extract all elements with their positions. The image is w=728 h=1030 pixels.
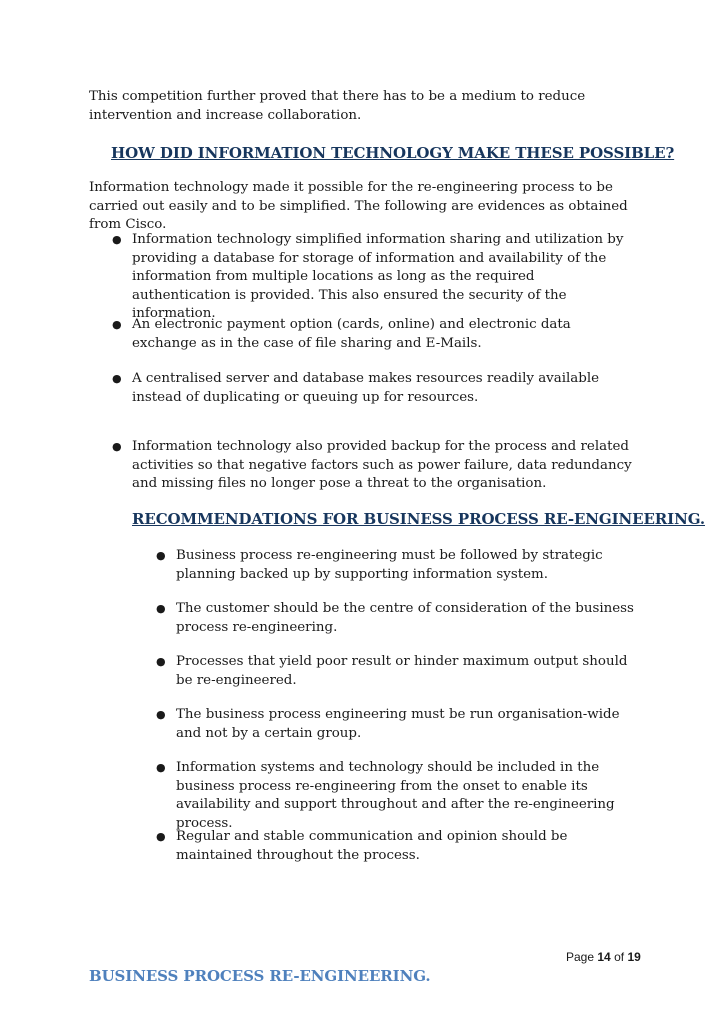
list-item [112, 370, 632, 407]
list-item [112, 438, 632, 494]
list-item-text: An electronic payment option (cards, online) and electronic data exchange as in the case of file sharing and E-Mails. [132, 317, 571, 351]
list-item [156, 600, 638, 637]
heading-recommendations: RECOMMENDATIONS FOR BUSINESS PROCESS RE-ENGINEERING. [132, 510, 705, 528]
page-number-indicator [566, 950, 641, 964]
bullet-icon: ● [156, 602, 166, 615]
footer-title: BUSINESS PROCESS RE-ENGINEERING. [89, 967, 431, 985]
list-item-text: Information systems and technology should be included in the business process re-engineering from the onset to enable its availability and support throughout and after the re-engineering process. [176, 760, 615, 831]
bullet-icon: ● [112, 233, 122, 246]
list-item-text: Regular and stable communication and opinion should be maintained throughout the process. [176, 829, 568, 863]
it-bullet-list [112, 231, 632, 491]
heading-it-possible: HOW DID INFORMATION TECHNOLOGY MAKE THESE POSSIBLE? [111, 144, 675, 162]
list-item-text: The customer should be the centre of consideration of the business process re-engineering. [176, 601, 634, 635]
list-item-text: A centralised server and database makes resources readily available instead of duplicating or queuing up for resources. [132, 371, 600, 405]
bullet-icon: ● [156, 830, 166, 843]
page-total: 19 [627, 950, 641, 964]
bullet-icon: ● [112, 318, 122, 331]
list-item-text: Information technology also provided backup for the process and related activities so that negative factors such as power failure, data redundancy and missing files no longer pose a threat to the organisation. [132, 439, 632, 491]
recommendations-bullet-list [156, 547, 638, 867]
list-item [156, 759, 638, 833]
list-item-text: Processes that yield poor result or hinder maximum output should be re-engineered. [176, 654, 628, 688]
of-label: of [614, 950, 625, 964]
bullet-icon: ● [156, 549, 166, 562]
bullet-icon: ● [156, 761, 166, 774]
page-label: Page [566, 950, 595, 964]
intro-paragraph: This competition further proved that there has to be a medium to reduce intervention and increase collaboration. [89, 89, 586, 123]
list-item [156, 653, 638, 690]
list-item [112, 231, 632, 324]
bullet-icon: ● [112, 440, 122, 453]
list-item [156, 706, 638, 743]
list-item [112, 316, 632, 353]
list-item-text: The business process engineering must be run organisation-wide and not by a certain group. [176, 707, 620, 741]
list-item-text: Information technology simplified information sharing and utilization by providing a database for storage of information and availability of the information from multiple locations as long as the required authentication is provided. This also ensured the security of the information. [132, 232, 624, 321]
page-number: 14 [597, 950, 611, 964]
list-item-text: Business process re-engineering must be followed by strategic planning backed up by supporting information system. [176, 548, 603, 582]
bullet-icon: ● [156, 708, 166, 721]
bullet-icon: ● [112, 372, 122, 385]
it-paragraph: Information technology made it possible for the re-engineering process to be carried out easily and to be simplified. The following are evidences as obtained from Cisco. [89, 180, 628, 232]
list-item [156, 547, 638, 584]
list-item [156, 828, 638, 865]
bullet-icon: ● [156, 655, 166, 668]
